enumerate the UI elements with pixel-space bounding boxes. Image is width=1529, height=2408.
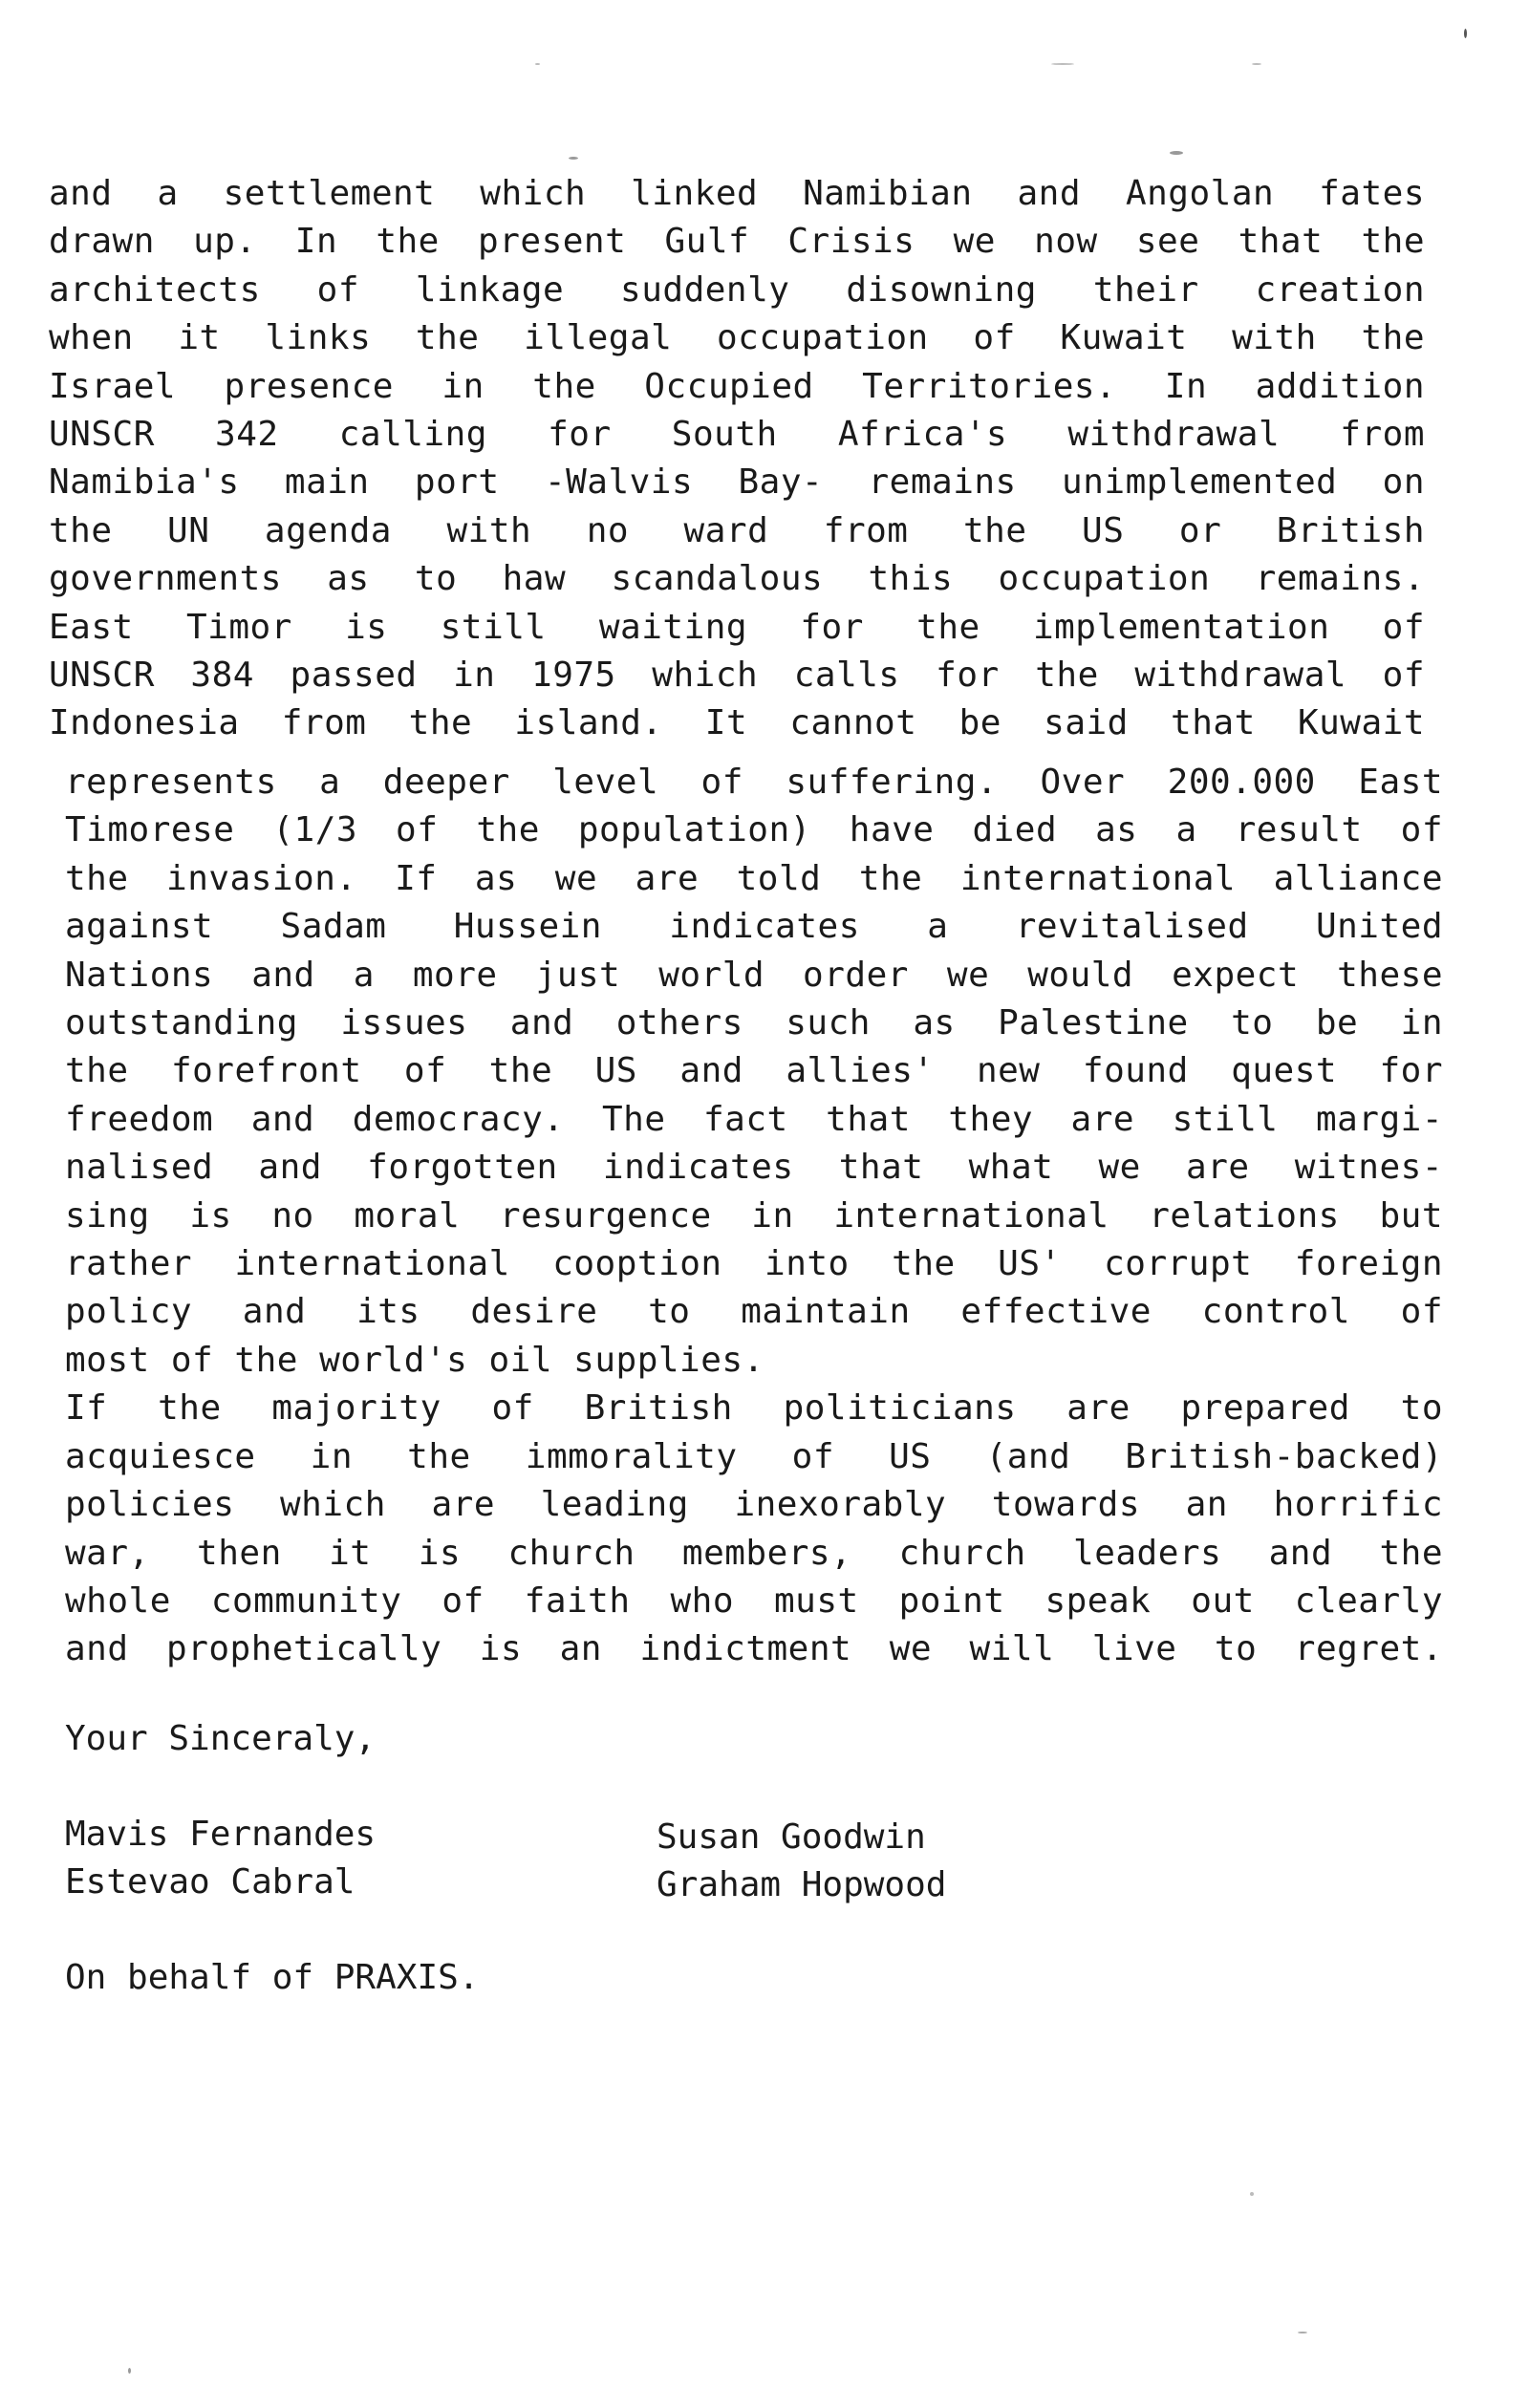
signatory-name: Graham Hopwood <box>657 1865 947 1904</box>
text-line: acquiesce in the immorality of US (and British-backed) <box>65 1436 1443 1476</box>
lower-paragraph <box>65 759 1443 1674</box>
scan-speck <box>1298 2332 1307 2333</box>
scan-speck <box>1170 151 1183 155</box>
text-line: the invasion. If as we are told the international alliance <box>65 858 1443 898</box>
scan-speck <box>1250 2192 1254 2196</box>
text-line: the forefront of the US and allies' new found quest for <box>65 1051 1443 1091</box>
text-line: Timorese (1/3 of the population) have died as a result of <box>65 810 1443 850</box>
text-line: war, then it is church members, church leaders and the <box>65 1533 1443 1573</box>
text-line: governments as to haw scandalous this occupation remains. <box>49 559 1425 599</box>
scan-speck <box>128 2368 131 2374</box>
text-line: and a settlement which linked Namibian and Angolan fates <box>49 174 1425 213</box>
text-line: Namibia's main port -Walvis Bay- remains unimplemented on <box>49 462 1425 503</box>
organization-line: On behalf of PRAXIS. <box>65 1958 480 1997</box>
text-line: drawn up. In the present Gulf Crisis we now see that the <box>49 222 1425 262</box>
scan-speck <box>569 157 578 160</box>
text-line: nalised and forgotten indicates that what we are witnes- <box>65 1148 1443 1188</box>
text-line: whole community of faith who must point speak out clearly <box>65 1580 1443 1621</box>
scan-speck <box>1051 63 1074 65</box>
text-line: Nations and a more just world order we would expect these <box>65 955 1443 995</box>
text-line: against Sadam Hussein indicates a revitalised United <box>65 907 1443 947</box>
text-line: the UN agenda with no ward from the US or British <box>49 510 1425 550</box>
text-line: If the majority of British politicians are prepared to <box>65 1388 1443 1429</box>
upper-paragraph <box>49 170 1425 748</box>
text-line: represents a deeper level of suffering. Over 200.000 East <box>65 763 1443 802</box>
closing-salutation: Your Sinceraly, <box>65 1719 377 1758</box>
scan-speck <box>1252 63 1261 65</box>
text-line: Indonesia from the island. It cannot be said that Kuwait <box>49 703 1425 743</box>
text-line: architects of linkage suddenly disowning their creation <box>49 269 1425 310</box>
scan-speck <box>1464 29 1467 38</box>
text-line: sing is no moral resurgence in international relations but <box>65 1195 1443 1236</box>
text-line: outstanding issues and others such as Palestine to be in <box>65 1003 1443 1043</box>
text-line: UNSCR 342 calling for South Africa's withdrawal from <box>49 415 1425 455</box>
signatory-name: Estevao Cabral <box>65 1862 355 1902</box>
text-line: Israel presence in the Occupied Territories. In addition <box>49 366 1425 406</box>
text-line: rather international cooption into the US' corrupt foreign <box>65 1244 1443 1284</box>
text-line: policy and its desire to maintain effective control of <box>65 1292 1443 1332</box>
signatory-name: Mavis Fernandes <box>65 1815 377 1854</box>
signatory-name: Susan Goodwin <box>657 1817 926 1857</box>
text-line: policies which are leading inexorably towards an horrific <box>65 1485 1443 1525</box>
text-line: UNSCR 384 passed in 1975 which calls for the withdrawal of <box>49 656 1425 696</box>
text-line: and prophetically is an indictment we will live to regret. <box>65 1629 1443 1669</box>
text-line: most of the world's oil supplies. <box>65 1340 764 1380</box>
text-line: freedom and democracy. The fact that they are still margi- <box>65 1099 1443 1139</box>
text-line: when it links the illegal occupation of Kuwait with the <box>49 318 1425 358</box>
scan-speck <box>535 63 540 65</box>
text-line: East Timor is still waiting for the implementation of <box>49 607 1425 647</box>
